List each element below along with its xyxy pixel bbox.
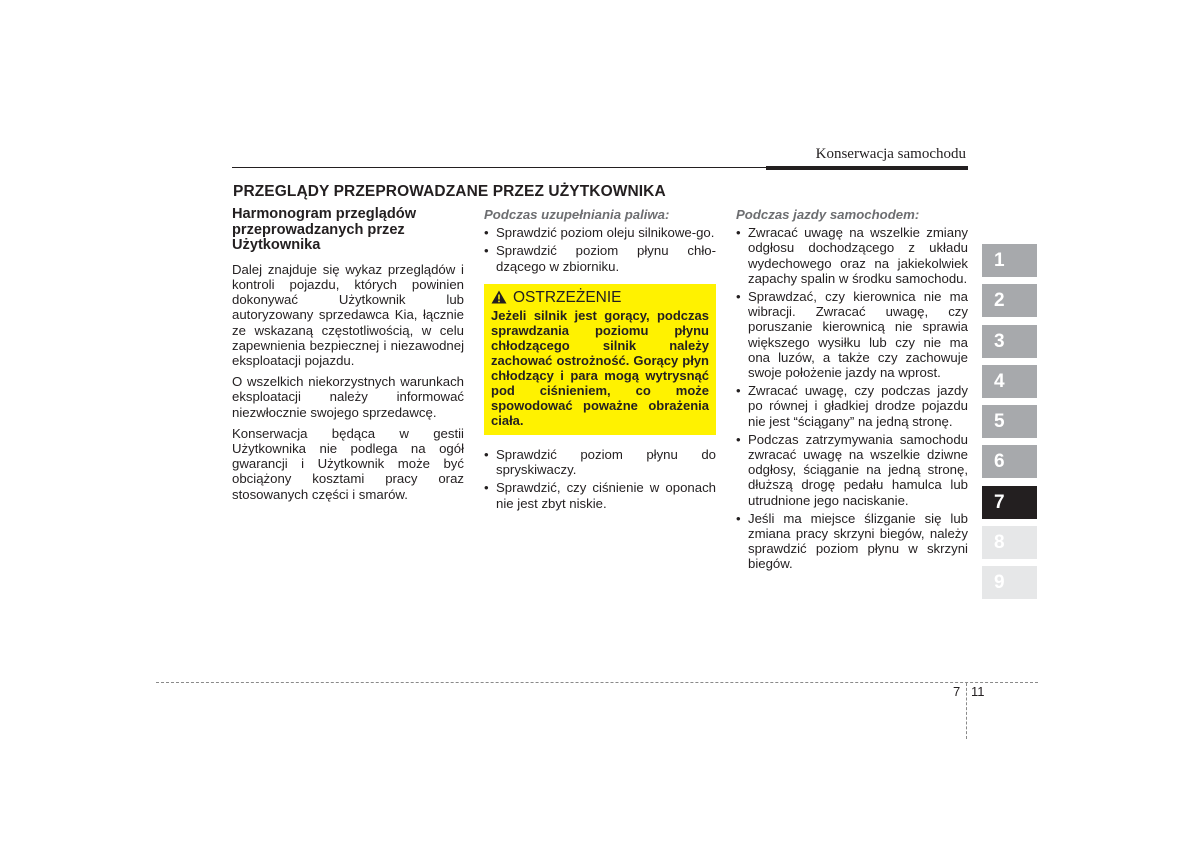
driving-list <box>736 225 968 571</box>
warning-title: OSTRZEŻENIE <box>513 288 622 306</box>
warning-header <box>491 290 709 305</box>
refuel-heading: Podczas uzupełniania paliwa: <box>484 207 670 222</box>
column-middle <box>484 207 716 514</box>
footer-rule <box>156 682 1038 683</box>
paragraph: Dalej znajduje się wykaz przeglądów i kontroli pojazdu, których powinien dokonywać Użytkownik lub autoryzowany sprzedawca Kia, łącznie ze wskazaną częstotliwością, w celu zapewnienia bezpiecznej i niezawodnej eksploatacji pojazdu. <box>232 261 464 368</box>
list-item: • Zwracać uwagę na wszelkie zmiany odgłosu dochodzącego z układu wydechowego oraz na jakiekolwiek zapachy spalin w środku samochodu. <box>736 225 968 286</box>
list-item: • Jeśli ma miejsce ślizganie się lub zmiana pracy skrzyni biegów, należy sprawdzić poziom płynu w skrzyni biegów. <box>736 511 968 572</box>
chapter-tab-3[interactable]: 3 <box>982 325 1037 358</box>
driving-heading: Podczas jazdy samochodem: <box>736 207 920 222</box>
warning-box <box>484 284 716 435</box>
chapter-tabs <box>982 244 1037 607</box>
chapter-tab-2[interactable]: 2 <box>982 284 1037 317</box>
subsection-heading: Harmonogram przeglądów przeprowadzanych przez Użytkownika <box>232 206 417 254</box>
chapter-tab-6[interactable]: 6 <box>982 445 1037 478</box>
chapter-tab-7[interactable]: 7 <box>982 486 1037 519</box>
section-title: PRZEGLĄDY PRZEPROWADZANE PRZEZ UŻYTKOWNIKA <box>233 183 666 200</box>
warning-triangle-icon <box>491 290 507 304</box>
chapter-tab-4[interactable]: 4 <box>982 365 1037 398</box>
paragraph: Konserwacja będąca w gestii Użytkownika nie podlega na ogół gwarancji i Użytkownik może być obciążony kosztami pracy oraz stosowanych części i smarów. <box>232 425 464 502</box>
column-left <box>232 207 464 508</box>
list-item: • Sprawdzić poziom płynu do spryskiwaczy. <box>484 447 716 477</box>
refuel-list-continued <box>484 447 716 511</box>
list-item: • Podczas zatrzymywania samochodu zwracać uwagę na wszelkie dziwne odgłosy, ściąganie na jedną stronę, dłuższą drogę pedału hamulca lub utrudnione jego naciskanie. <box>736 432 968 508</box>
header-rule-accent <box>766 166 968 170</box>
column-right <box>736 207 968 575</box>
warning-text: Jeżeli silnik jest gorący, podczas sprawdzania poziomu płynu chłodzącego silnik należy zachować ostrożność. Gorący płyn chłodzący i para mogą wytrysnąć pod ciśnieniem, co może spowodować poważne obrażenia ciała. <box>491 308 709 429</box>
running-header: Konserwacja samochodu <box>815 146 966 162</box>
chapter-tab-1[interactable]: 1 <box>982 244 1037 277</box>
chapter-tab-9[interactable]: 9 <box>982 566 1037 599</box>
list-item: • Sprawdzać, czy kierownica nie ma wibracji. Zwracać uwagę, czy poruszanie kierownicą nie sprawia większego wysiłku lub czy nie ma ona luzów, a także czy zachowuje swoje położenie jazdy na wprost. <box>736 289 968 380</box>
list-item: • Sprawdzić poziom oleju silnikowe-go. <box>484 225 716 240</box>
list-item: • Sprawdzić, czy ciśnienie w oponach nie jest zbyt niskie. <box>484 480 716 510</box>
footer-divider <box>966 683 967 739</box>
paragraph: O wszelkich niekorzystnych warunkach eksploatacji należy informować niezwłocznie swojego sprzedawcę. <box>232 374 464 420</box>
chapter-tab-5[interactable]: 5 <box>982 405 1037 438</box>
refuel-list <box>484 225 716 274</box>
page-number: 11 <box>971 684 985 699</box>
chapter-tab-8[interactable]: 8 <box>982 526 1037 559</box>
list-item: • Sprawdzić poziom płynu chło-dzącego w zbiorniku. <box>484 243 716 273</box>
list-item: • Zwracać uwagę, czy podczas jazdy po równej i gładkiej drodze pojazdu nie jest “ściągany” na jedną stronę. <box>736 383 968 429</box>
page-chapter-number: 7 <box>953 684 961 699</box>
